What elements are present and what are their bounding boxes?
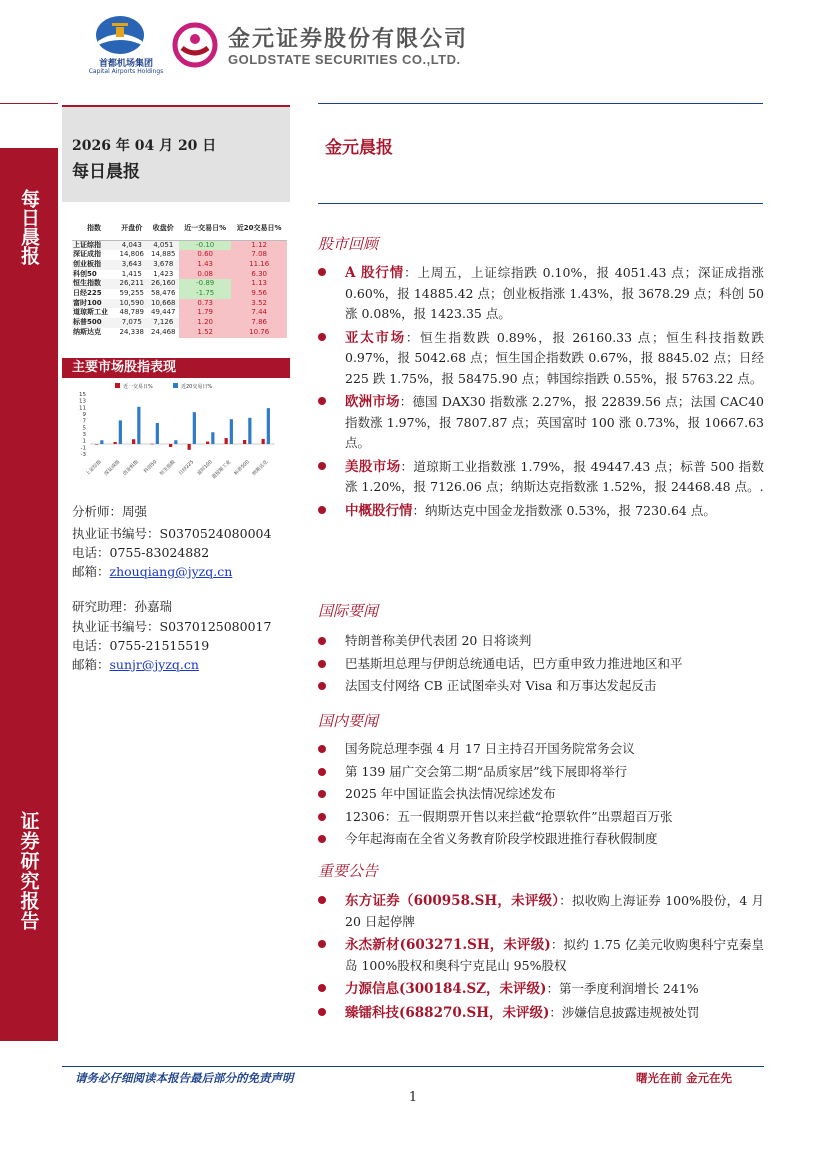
bullet-icon [318,1008,326,1016]
table-row [72,270,287,280]
cell-1d-change: 0.60 [179,250,231,260]
x-tick-label: 标普500 [233,459,251,477]
bullet-icon [318,682,326,690]
x-tick-label: 创业板指 [122,459,140,477]
domestic-title: 国内要闻 [318,712,379,730]
bullet-icon [318,397,326,405]
cell-open: 3,643 [116,260,148,270]
cell-open: 1,415 [121,269,142,278]
y-tick-label: 9 [82,412,86,418]
item-text: ：涉嫌信息披露违规被处罚 [549,1004,700,1020]
list-item [318,675,764,698]
y-tick-label: -3 [80,452,86,458]
item-label: 臻镭科技(688270.SH，未评级) [345,1004,550,1021]
y-tick-label: 15 [79,392,86,398]
item-text: ：拟约 1.75 亿美元收购奥科宁克秦皇岛 100%股权和奥科宁克昆山 95%股权 [345,937,764,973]
cell-index-name: 纳斯达克 [73,327,101,336]
x-tick-label: 道琼斯工业 [211,459,233,481]
item-text: 12306：五一假期票开售以来拦截“抢票软件”出票超百万张 [345,808,673,824]
item-text: ：拟收购上海证券 100%股份，4 月 20 日起停牌 [345,893,764,929]
domestic-list [318,738,764,851]
market-review-list [318,263,764,524]
item-text: 今年起海南在全省义务教育阶段学校跟进推行春秋假制度 [345,831,658,846]
legend-swatch [173,383,178,388]
item-text: 巴基斯坦总理与伊朗总统通电话，巴方重申致力推进地区和平 [345,655,683,671]
table-row [72,279,287,289]
bar-0-2 [132,439,135,444]
item-text: ：德国 DAX30 指数涨 2.27%，报 22839.56 点；法国 CAC40 指数涨 1.97%，报 7807.87 点；英国富时 100 涨 0.73%，报 10667.63 点。 [345,394,765,450]
bullet-icon [318,333,326,341]
cell-1d-change: 1.20 [179,318,231,328]
list-item [318,630,764,653]
list-item [318,935,764,976]
bullet-icon [318,637,326,645]
item-label: 欧洲市场 [345,394,400,410]
y-tick-label: 1 [82,438,86,445]
bullet-icon [318,984,326,992]
list-item [318,653,764,676]
bar-1-5 [193,412,196,444]
bar-1-7 [230,419,233,444]
footer-slogan: 曙光在前 金元在先 [636,1071,733,1085]
bar-1-3 [156,423,159,444]
item-text: 法国支付网络 CB 正试图牵头对 Visa 和万事达发起反击 [345,678,657,693]
cell-20d-change: 7.44 [231,308,287,318]
item-text: 第 139 届广交会第二期“品质家居”线下展即将举行 [345,763,628,779]
item-label: 力源信息(300184.SZ，未评级) [345,981,547,997]
table-row [72,240,287,250]
cell-close: 26,160 [148,279,180,289]
x-tick-label: 纳斯达克 [252,459,270,477]
bar-1-1 [119,420,122,444]
header-close: 收盘价 [148,218,180,240]
page-number: 1 [408,1090,418,1105]
x-tick-label: 恒生指数 [159,459,177,477]
cell-1d-change: 1.79 [179,308,231,318]
cell-open: 14,806 [119,250,144,259]
airport-emblem-icon [94,15,146,55]
y-tick-label: 3 [82,432,86,438]
cell-20d-change: 1.13 [231,279,287,289]
cell-1d-change: 0.08 [179,270,231,280]
index-table [72,218,287,338]
list-item [318,761,764,784]
y-tick-label: 7 [82,418,86,425]
bullet-icon [318,940,326,948]
table-row [72,308,287,318]
list-item [318,392,764,454]
bar-0-8 [243,440,246,444]
cell-open: 59,255 [119,289,144,298]
table-header-row [72,218,287,240]
cell-open: 48,789 [119,308,144,317]
item-text: 特朗普称美伊代表团 20 日将谈判 [345,633,532,648]
list-item [318,891,764,932]
cell-20d-change: 6.30 [231,270,287,280]
item-text: ：恒生指数跌 0.89%，报 26160.33 点；恒生科技指数跌 0.97%，报 5042.68 点；恒生国企指数跌 0.67%，报 8845.02 点；日经 225 跌 1.75%，报 58475.90 点；韩国综指跌 0.55%，报 5763.22 点。 [345,329,764,386]
analyst2-name: 研究助理：孙嘉瑞 [72,599,173,614]
cell-1d-change: 1.52 [179,328,231,338]
cell-close: 14,885 [151,250,176,259]
bullet-icon [318,462,326,470]
company-name-cn: 金元证券股份有限公司 [228,27,469,52]
bar-1-9 [267,408,270,444]
list-item [318,979,764,1000]
list-item [318,783,764,806]
list-item [318,1003,764,1024]
header-1d: 近一交易日% [179,218,231,240]
bar-0-3 [151,444,154,445]
y-tick-label: 11 [79,405,86,412]
list-item [318,738,764,761]
bar-0-6 [206,442,209,444]
analyst1-name: 分析师：周强 [72,504,148,519]
item-label: 中概股行情 [345,502,413,519]
bullet-icon [318,268,326,276]
chart-heading: 主要市场股指表现 [62,358,290,378]
cell-close: 3,678 [148,260,180,270]
item-text: ：第一季度利润增长 241% [546,981,699,996]
announcements-list [318,891,764,1026]
item-text: 国务院总理李强 4 月 17 日主持召开国务院常务会议 [345,741,635,756]
bullet-icon [318,768,326,776]
item-text: ：上周五，上证综指跌 0.10%，报 4051.43 点；深证成指涨 0.60%，报 14885.42 点；创业板指涨 1.43%，报 3678.29 点；科创 50 涨 0.08%，报 1423.35 点。 [345,265,764,321]
cell-20d-change: 3.52 [231,299,287,309]
list-item [318,828,764,851]
cell-index-name: 上证综指 [72,240,116,250]
goldstate-emblem-icon [172,22,218,68]
cell-open: 24,338 [119,327,144,336]
cell-open: 26,211 [116,279,148,289]
item-label: 东方证券（600958.SH，未评级） [345,893,560,909]
analyst2-cert: 执业证书编号：S0370125080017 [72,619,272,634]
cell-close: 1,423 [153,269,174,278]
analyst2-phone: 电话：0755-21515519 [72,638,210,653]
analyst1-email-label: 邮箱： [72,564,110,579]
table-row [72,328,287,338]
cell-20d-change: 7.86 [231,318,287,328]
cell-open: 4,043 [116,240,148,250]
y-tick-label: 5 [82,425,86,432]
table-row [72,318,287,328]
cell-1d-change: 1.43 [179,260,231,270]
sidebar-label-top: 每日晨报 [18,189,40,265]
legend-label: 近一交易日% [123,384,153,390]
item-label: 亚太市场 [345,329,406,346]
x-tick-label: 深证成指 [104,459,122,477]
bullet-icon [318,660,326,668]
table-row [72,260,287,270]
analyst2-email-row [72,655,199,674]
cell-index-name: 道琼斯工业 [73,308,108,317]
footer-disclaimer: 请务必仔细阅读本报告最后部分的免责声明 [75,1071,294,1085]
cell-close: 4,051 [148,240,180,250]
analyst1-email-link[interactable]: zhouqiang@jyzq.cn [109,564,233,579]
list-item [318,263,764,325]
header-index: 指数 [72,218,116,240]
cell-close: 24,468 [151,327,176,336]
table-row [72,289,287,299]
date-box [62,105,290,202]
item-text: ：纳斯达克中国金龙指数涨 0.53%，报 7230.64 点。 [412,502,716,518]
bar-1-8 [248,418,251,444]
bar-1-2 [137,407,140,444]
legend-swatch [115,383,120,388]
bullet-icon [318,745,326,753]
cell-index-name: 富时100 [72,299,116,309]
airport-logo-cn-text: 首都机场集团 [98,59,153,69]
bar-0-4 [169,444,172,447]
bar-1-4 [174,440,177,444]
cell-close: 58,476 [151,289,176,298]
capital-airports-logo [80,15,172,80]
index-performance-chart [70,380,285,490]
bar-0-7 [225,438,228,444]
cell-20d-change: 1.12 [231,240,287,250]
y-tick-label: -1 [80,445,86,452]
bullet-icon [318,790,326,798]
analyst1-cert: 执业证书编号：S0370524080004 [72,526,272,541]
item-label: 永杰新材(603271.SH，未评级) [345,937,551,953]
cell-1d-change: -1.75 [179,289,231,299]
cell-1d-change: -0.10 [179,240,231,250]
header-divider-left [0,103,58,104]
cell-20d-change: 9.56 [231,289,287,299]
cell-open: 10,590 [116,299,148,309]
bar-0-1 [114,442,117,444]
item-text: 2025 年中国证监会执法情况综述发布 [345,786,556,801]
cell-20d-change: 11.16 [231,260,287,270]
header-20d: 近20交易日% [231,218,287,240]
y-tick-label: 13 [79,398,86,405]
cell-index-name: 科创50 [73,269,97,278]
table-row [72,250,287,260]
bullet-icon [318,835,326,843]
bullet-icon [318,813,326,821]
international-title: 国际要闻 [318,602,379,620]
title-divider [318,203,763,204]
x-tick-label: 日经225 [178,459,196,477]
item-label: A 股行情 [345,265,405,281]
cell-index-name: 标普500 [72,318,116,328]
cell-open: 7,075 [116,318,148,328]
cell-1d-change: -0.89 [179,279,231,289]
cell-index-name: 创业板指 [72,260,116,270]
cell-close: 10,668 [148,299,180,309]
x-tick-label: 上证综指 [85,459,103,477]
analyst2-email-link[interactable]: sunjr@jyzq.cn [109,657,199,672]
cell-1d-change: 0.73 [179,299,231,309]
bar-0-0 [95,444,98,445]
airport-logo-en-text: Capital Airports Holdings [88,68,164,75]
market-review-title: 股市回顾 [318,235,379,253]
bar-1-0 [100,440,103,444]
footer-divider [62,1066,764,1067]
item-label: 美股市场 [345,458,401,475]
cell-index-name: 恒生指数 [72,279,116,289]
bar-1-6 [211,432,214,444]
bullet-icon [318,506,326,514]
legend-label: 近20交易日% [181,384,213,390]
cell-close: 7,126 [148,318,180,328]
goldstate-logo [172,20,472,75]
x-tick-label: 富时100 [196,459,214,477]
item-text: ：道琼斯工业指数涨 1.79%，报 49447.43 点；标普 500 指数涨 1.20%，报 7126.06 点；纳斯达克指数涨 1.52%，报 24468.48 点。. [345,458,764,494]
list-item [318,501,764,522]
analyst2-email-label: 邮箱： [72,657,110,672]
table-row [72,299,287,309]
report-date: 2026 年 04 月 20 日 [72,138,217,154]
company-name-en: GOLDSTATE SECURITIES CO.,LTD. [228,52,461,67]
bar-0-5 [188,444,191,450]
cell-20d-change: 10.76 [231,328,287,338]
x-tick-label: 科创50 [143,459,159,475]
list-item [318,806,764,829]
list-item [318,457,764,498]
international-list [318,630,764,698]
cell-20d-change: 7.08 [231,250,287,260]
cell-close: 49,447 [151,308,176,317]
bar-0-9 [262,439,265,444]
cell-index-name: 日经225 [73,289,102,298]
analyst1-email-row [72,562,232,581]
report-title: 金元晨报 [325,138,393,158]
sidebar-label-bottom: 证券研究报告 [17,810,40,931]
daily-title: 每日晨报 [72,162,140,182]
list-item [318,328,764,390]
header-divider-right [318,103,763,104]
analyst1-phone: 电话：0755-83024882 [72,545,210,560]
cell-index-name: 深证成指 [73,250,101,259]
announcements-title: 重要公告 [318,862,379,880]
bullet-icon [318,896,326,904]
header-open: 开盘价 [116,218,148,240]
